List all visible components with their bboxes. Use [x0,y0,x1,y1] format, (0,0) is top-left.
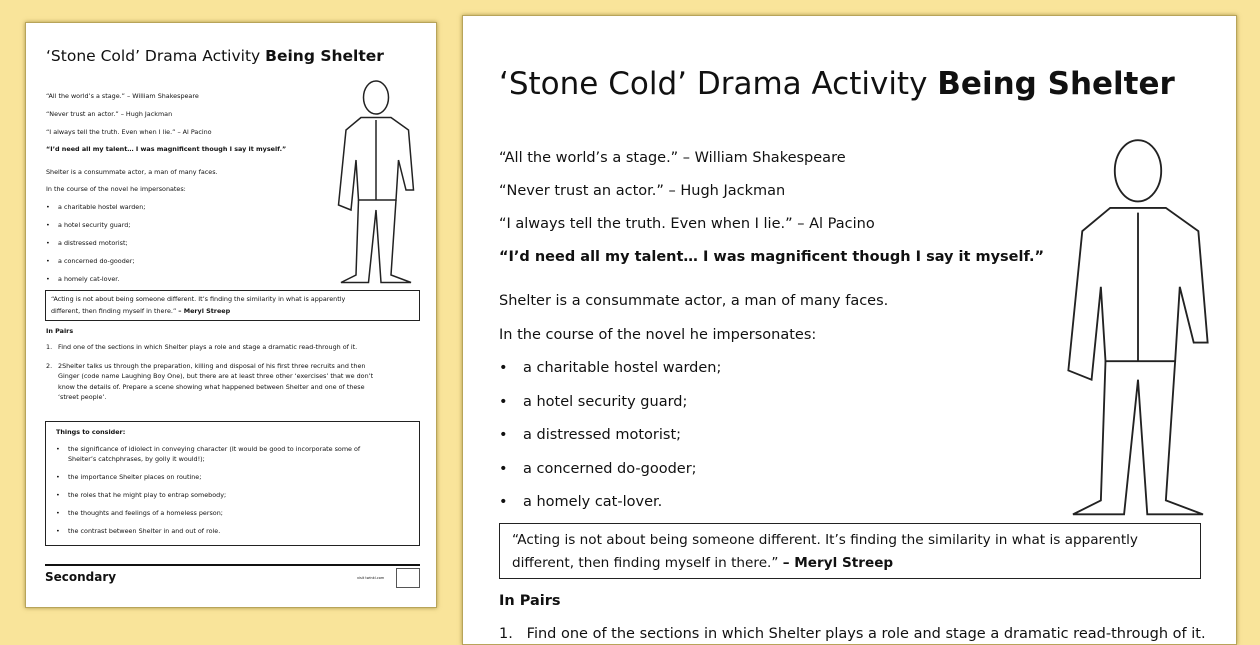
consider-line: the roles that he might play to entrap somebody; [68,491,227,499]
role-item: a charitable hostel warden; [523,360,722,376]
task-line: Ginger (code name Laughing Boy One), but there are at least three other ‘exercises’ that we don’t [58,372,374,380]
bullet: • [56,491,60,499]
consider-line: the contrast between Shelter in and out of role. [68,527,221,535]
bullet: • [499,460,508,477]
man-illustration [1048,129,1228,519]
bullet: • [499,360,508,376]
intro: In the course of the novel he impersonates: [499,327,817,343]
section-heading: In Pairs [499,593,561,609]
bullet: • [499,427,508,443]
quote-box [45,290,420,321]
title-bold: Being Shelter [937,66,1175,102]
role-item: a hotel security guard; [58,221,131,229]
consider-title: Things to consider: [56,428,126,436]
task-line: know the details of. Prepare a scene showing what happened between Shelter and one of these [58,382,365,391]
intro: Shelter is a consummate actor, a man of many faces. [499,293,889,309]
quote-line: “Acting is not about being someone different. It’s finding the similarity in what is apparently [512,532,1138,548]
role-item: a distressed motorist; [523,427,682,443]
quote: “I always tell the truth. Even when I lie.” – Al Pacino [46,128,212,136]
page-title [46,47,384,65]
quote-bold: “I’d need all my talent… I was magnificent though I say it myself.” [499,249,1045,265]
footer-level: Secondary [45,570,117,584]
task-text: Find one of the sections in which Shelter plays a role and stage a dramatic read-through of it. [526,626,1206,642]
consider-line: the significance of idiolect in conveying character (It would be good to incorporate some of [68,445,361,453]
consider-line: Shelter’s catchphrases, by golly it would!); [68,455,205,463]
page-preview [462,15,1237,645]
man-illustration [331,75,421,285]
quote-author: – Meryl Streep [178,307,231,315]
quote-text: different, then finding myself in there.” [51,307,179,315]
task-number: 2. [46,361,53,370]
role-item: a concerned do-gooder; [58,257,135,265]
quote-box [499,523,1201,579]
role-item: a hotel security guard; [523,393,688,410]
task-item [499,626,1206,642]
twinkl-logo [396,568,420,588]
quote: “Never trust an actor.” – Hugh Jackman [46,110,173,118]
quote: “All the world’s a stage.” – William Shakespeare [499,150,846,166]
bullet: • [46,221,50,229]
title-bold: Being Shelter [265,47,384,65]
role-item: a charitable hostel warden; [58,203,146,211]
bullet: • [46,239,50,247]
quote-line: “Acting is not about being someone different. It’s finding the similarity in what is apparently [51,295,346,303]
quote-text: different, then finding myself in there.” [512,555,783,571]
section-heading: In Pairs [46,327,74,335]
bullet: • [499,393,508,410]
bullet: • [46,257,50,265]
bullet: • [56,527,60,535]
bullet: • [56,445,60,453]
page-thumbnail[interactable] [25,22,437,608]
consider-box [45,421,420,546]
consider-line: the importance Shelter places on routine; [68,473,202,481]
page-title [499,66,1175,102]
bullet: • [46,203,50,211]
title-plain: ‘Stone Cold’ Drama Activity [46,47,266,65]
footer-site[interactable]: visit twinkl.com [357,576,385,580]
intro: Shelter is a consummate actor, a man of many faces. [46,168,218,176]
task-line: ‘street people’. [58,393,107,401]
bullet: • [56,509,60,517]
role-item: a concerned do-gooder; [523,460,697,477]
footer-divider [45,564,420,566]
task-number: 1. [46,343,53,351]
task-line: Find one of the sections in which Shelter plays a role and stage a dramatic read-through of it. [58,343,358,351]
quote-line [512,555,893,571]
quote: “Never trust an actor.” – Hugh Jackman [499,183,786,199]
task-line: 2Shelter talks us through the preparation, killing and disposal of his first three recruits and then [58,361,366,370]
quote-bold: “I’d need all my talent… I was magnificent though I say it myself.” [46,145,287,153]
title-plain: ‘Stone Cold’ Drama Activity [499,66,938,102]
role-item: a homely cat-lover. [58,275,120,283]
role-item: a homely cat-lover. [523,494,663,510]
role-item: a distressed motorist; [58,239,128,247]
bullet: • [499,494,508,510]
quote: “All the world’s a stage.” – William Shakespeare [46,92,199,100]
bullet: • [46,275,50,283]
bullet: • [56,473,60,481]
quote-line [51,307,230,315]
intro: In the course of the novel he impersonates: [46,185,186,193]
task-number: 1. [499,626,513,642]
quote: “I always tell the truth. Even when I lie.” – Al Pacino [499,216,875,232]
consider-line: the thoughts and feelings of a homeless person; [68,509,223,517]
quote-author: – Meryl Streep [782,555,894,571]
